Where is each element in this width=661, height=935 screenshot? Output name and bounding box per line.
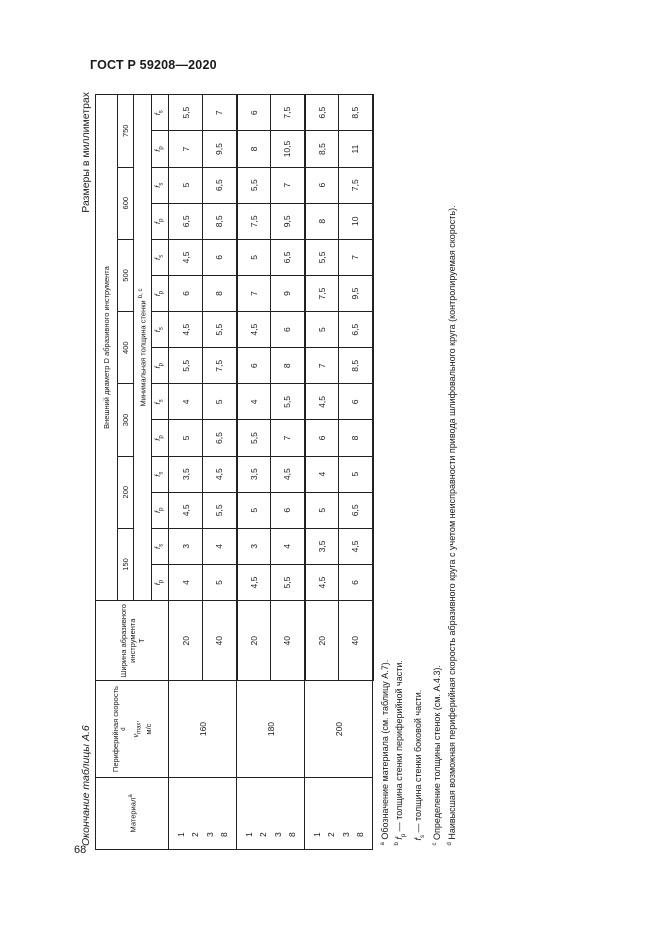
thickness-cell: 5,5	[271, 564, 305, 600]
sub-header-fs: $f_s$	[152, 528, 169, 564]
thickness-cell: 7	[169, 131, 203, 167]
thickness-cell: 11	[339, 131, 373, 167]
thickness-cell: 6	[271, 312, 305, 348]
thickness-cell: 7,5	[339, 167, 373, 203]
footnote: $^b$ $f_p$ — толщина стенки периферийной части.	[393, 660, 407, 846]
thickness-cell: 9,5	[271, 203, 305, 239]
footnote: $^d$ Наивысшая возможная периферийная скорость абразивного круга с учетом неисправности привода шлифовального круга (контролируемая скорость).	[446, 205, 457, 846]
thickness-cell: 6	[305, 420, 339, 456]
col-diameter-header: Внешний диаметр D абразивного инструмента	[96, 95, 118, 601]
footnote: $^a$ Обозначение материала (см. таблицу А.7).	[379, 659, 390, 846]
thickness-cell: 8,5	[339, 95, 373, 131]
thickness-cell: 3,5	[237, 456, 271, 492]
diameter-600: 600	[118, 167, 134, 239]
wall-thickness-table	[95, 94, 463, 850]
thickness-cell: 7,5	[305, 275, 339, 311]
thickness-cell: 6	[237, 348, 271, 384]
sub-header-fp: $f_p$	[152, 348, 169, 384]
thickness-cell: 8	[237, 131, 271, 167]
diameter-300: 300	[118, 384, 134, 456]
thickness-cell: 4,5	[339, 528, 373, 564]
material-code: 8	[287, 832, 297, 837]
thickness-cell: 3	[169, 528, 203, 564]
units-note: Размеры в миллиметрах	[80, 92, 92, 213]
thickness-cell: 5,5	[203, 312, 237, 348]
thickness-cell: 6,5	[339, 492, 373, 528]
thickness-cell: 6,5	[271, 239, 305, 275]
thickness-cell: 4	[169, 384, 203, 420]
footnotes	[373, 95, 463, 850]
diameter-400: 400	[118, 312, 134, 384]
width-cell: 40	[203, 601, 237, 681]
thickness-cell: 4,5	[203, 456, 237, 492]
thickness-cell: 4,5	[169, 492, 203, 528]
speed-cell: 180	[237, 681, 305, 777]
diameter-150: 150	[118, 528, 134, 600]
document-header: ГОСТ Р 59208—2020	[90, 58, 217, 72]
table-row	[169, 95, 203, 850]
thickness-cell: 8,5	[203, 203, 237, 239]
material-cell	[169, 777, 237, 849]
diameter-200: 200	[118, 456, 134, 528]
thickness-cell: 5	[305, 492, 339, 528]
thickness-cell: 3,5	[169, 456, 203, 492]
material-cell	[305, 777, 373, 849]
thickness-cell: 7	[271, 167, 305, 203]
rotated-table-block	[78, 92, 457, 852]
thickness-cell: 7,5	[203, 348, 237, 384]
thickness-cell: 5	[203, 564, 237, 600]
thickness-cell: 4,5	[237, 564, 271, 600]
thickness-cell: 4,5	[237, 312, 271, 348]
thickness-cell: 4,5	[305, 564, 339, 600]
material-code: 1	[243, 832, 254, 837]
material-code: 8	[355, 832, 365, 837]
material-code: 2	[258, 832, 268, 837]
sub-header-fs: $f_s$	[152, 95, 169, 131]
sub-header-fp: $f_p$	[152, 275, 169, 311]
page-number: 68	[74, 844, 87, 856]
material-code: 8	[219, 832, 229, 837]
diameter-750: 750	[118, 95, 134, 168]
thickness-cell: 5,5	[169, 95, 203, 131]
footnote: $^c$ Определение толщины стенок (см. А.4.3).	[432, 664, 443, 846]
thickness-cell: 7	[237, 275, 271, 311]
thickness-cell: 8	[305, 203, 339, 239]
thickness-cell: 6,5	[203, 420, 237, 456]
width-cell: 40	[271, 601, 305, 681]
thickness-cell: 5,5	[169, 348, 203, 384]
thickness-cell: 7	[339, 239, 373, 275]
thickness-cell: 6	[237, 95, 271, 131]
sub-header-fp: $f_p$	[152, 492, 169, 528]
material-code: 3	[340, 832, 351, 837]
col-speed-header: Периферийная скорость $^d$ $v_{max}$, м/с	[96, 681, 169, 777]
thickness-cell: 5	[203, 384, 237, 420]
thickness-cell: 5	[237, 492, 271, 528]
thickness-cell: 4	[203, 528, 237, 564]
thickness-cell: 6,5	[203, 167, 237, 203]
material-cell	[237, 777, 305, 849]
thickness-cell: 5	[169, 167, 203, 203]
width-cell: 20	[169, 601, 203, 681]
sub-header-fs: $f_s$	[152, 456, 169, 492]
thickness-cell: 5,5	[237, 420, 271, 456]
thickness-cell: 7	[271, 420, 305, 456]
thickness-cell: 10,5	[271, 131, 305, 167]
thickness-cell: 6	[169, 275, 203, 311]
table-row	[305, 95, 339, 850]
material-code: 2	[326, 832, 336, 837]
sub-header-fs: $f_s$	[152, 167, 169, 203]
thickness-cell: 7,5	[271, 95, 305, 131]
col-width-header: Ширина абразивного инструмента T	[96, 601, 169, 681]
thickness-cell: 5,5	[305, 239, 339, 275]
material-code: 3	[272, 832, 283, 837]
sub-header-fp: $f_p$	[152, 564, 169, 600]
thickness-cell: 5	[305, 312, 339, 348]
table-row	[237, 95, 271, 850]
speed-cell: 160	[169, 681, 237, 777]
thickness-cell: 10	[339, 203, 373, 239]
thickness-cell: 9,5	[203, 131, 237, 167]
width-cell: 40	[339, 601, 373, 681]
sub-header-fp: $f_p$	[152, 203, 169, 239]
thickness-cell: 6,5	[339, 312, 373, 348]
thickness-cell: 4,5	[271, 456, 305, 492]
width-cell: 20	[305, 601, 339, 681]
thickness-cell: 7	[305, 348, 339, 384]
thickness-cell: 8	[203, 275, 237, 311]
thickness-cell: 6	[271, 492, 305, 528]
thickness-cell: 4,5	[305, 384, 339, 420]
sub-header-fp: $f_p$	[152, 420, 169, 456]
thickness-cell: 8	[339, 420, 373, 456]
thickness-cell: 7,5	[237, 203, 271, 239]
thickness-cell: 4	[305, 456, 339, 492]
thickness-cell: 5	[237, 239, 271, 275]
diameter-500: 500	[118, 239, 134, 311]
col-material-header: Материал$^a$	[96, 777, 169, 849]
thickness-cell: 7	[203, 95, 237, 131]
material-code: 1	[311, 832, 322, 837]
thickness-cell: 5,5	[271, 384, 305, 420]
speed-cell: 200	[305, 681, 373, 777]
sub-header-fp: $f_p$	[152, 131, 169, 167]
thickness-cell: 6	[305, 167, 339, 203]
thickness-cell: 5,5	[203, 492, 237, 528]
footnote: $f_s$ — толщина стенки боковой части.	[413, 689, 426, 841]
sub-header-fs: $f_s$	[152, 384, 169, 420]
thickness-cell: 8,5	[305, 131, 339, 167]
thickness-cell: 4	[271, 528, 305, 564]
thickness-cell: 8,5	[339, 348, 373, 384]
material-code: 3	[204, 832, 215, 837]
table-caption: Окончание таблицы А.6	[80, 725, 92, 846]
thickness-cell: 4,5	[169, 239, 203, 275]
thickness-cell: 6	[339, 384, 373, 420]
thickness-cell: 3	[237, 528, 271, 564]
thickness-cell: 6,5	[305, 95, 339, 131]
material-code: 1	[175, 832, 186, 837]
thickness-cell: 6	[339, 564, 373, 600]
width-cell: 20	[237, 601, 271, 681]
thickness-cell: 8	[271, 348, 305, 384]
thickness-cell: 9	[271, 275, 305, 311]
col-min-thickness-header: Минимальная толщина стенки $^{b, c}$	[134, 95, 152, 601]
thickness-cell: 6	[203, 239, 237, 275]
thickness-cell: 9,5	[339, 275, 373, 311]
thickness-cell: 4	[237, 384, 271, 420]
thickness-cell: 4,5	[169, 312, 203, 348]
thickness-cell: 5,5	[237, 167, 271, 203]
sub-header-fs: $f_s$	[152, 312, 169, 348]
thickness-cell: 5	[169, 420, 203, 456]
thickness-cell: 3,5	[305, 528, 339, 564]
thickness-cell: 4	[169, 564, 203, 600]
thickness-cell: 5	[339, 456, 373, 492]
thickness-cell: 6,5	[169, 203, 203, 239]
material-code: 2	[190, 832, 200, 837]
sub-header-fs: $f_s$	[152, 239, 169, 275]
